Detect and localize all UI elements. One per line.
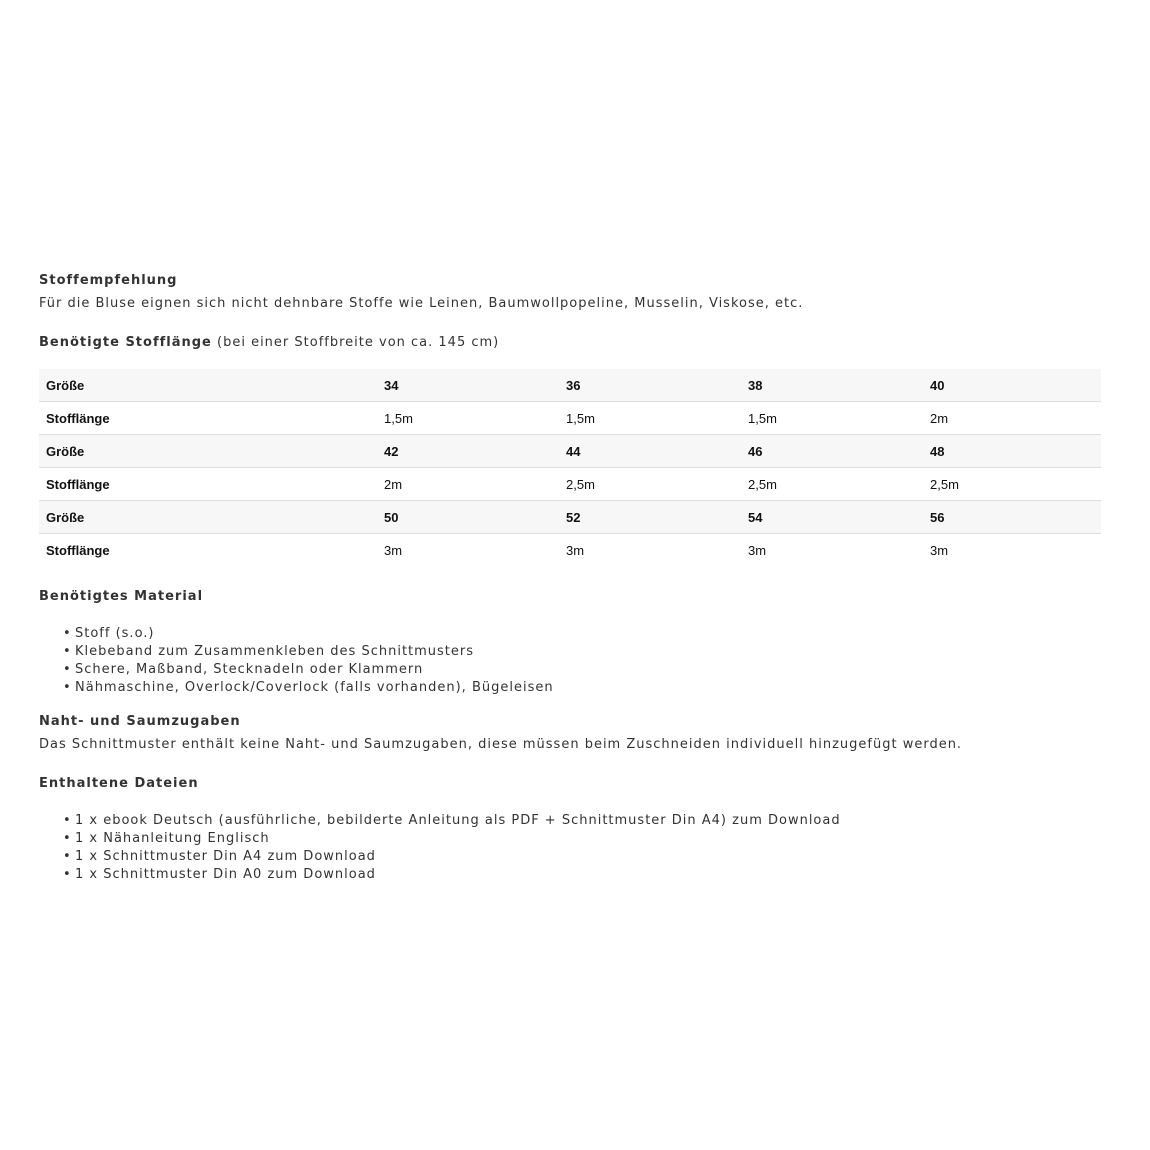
zugaben-heading: Naht- und Saumzugaben [39, 714, 241, 729]
table-row [39, 534, 1101, 567]
table-row [39, 402, 1101, 435]
stoffempfehlung-text: Für die Bluse eignen sich nicht dehnbare Stoffe wie Leinen, Baumwollpopeline, Musselin, Viskose, etc. [39, 296, 804, 311]
table-cell: 2,5m [923, 468, 1101, 501]
bullet-icon: • [63, 867, 72, 882]
product-description [39, 272, 1101, 884]
table-cell: 2m [923, 402, 1101, 435]
list-item-text: 1 x Nähanleitung Englisch [75, 831, 270, 846]
table-cell: 1,5m [559, 402, 741, 435]
bullet-icon: • [63, 662, 72, 677]
table-cell: 44 [559, 435, 741, 468]
row-label: Größe [39, 501, 377, 534]
bullet-icon: • [63, 644, 72, 659]
list-item-text: Nähmaschine, Overlock/Coverlock (falls vorhanden), Bügeleisen [75, 680, 554, 695]
table-cell: 38 [741, 369, 923, 402]
row-label: Größe [39, 435, 377, 468]
table-cell: 42 [377, 435, 559, 468]
table-cell: 36 [559, 369, 741, 402]
list-item [63, 866, 1101, 884]
list-item-text: 1 x Schnittmuster Din A4 zum Download [75, 849, 376, 864]
list-item-text: Klebeband zum Zusammenkleben des Schnittmusters [75, 644, 475, 659]
bullet-icon: • [63, 831, 72, 846]
list-item [63, 661, 1101, 679]
stofflaenge-heading: Benötigte Stofflänge [39, 335, 212, 350]
table-cell: 2,5m [741, 468, 923, 501]
bullet-icon: • [63, 626, 72, 641]
table-cell: 50 [377, 501, 559, 534]
size-table [39, 369, 1101, 566]
row-label: Größe [39, 369, 377, 402]
stofflaenge-note: (bei einer Stoffbreite von ca. 145 cm) [211, 335, 500, 350]
table-cell: 3m [384, 542, 403, 558]
stoffempfehlung-heading: Stoffempfehlung [39, 273, 178, 288]
table-cell: 34 [377, 369, 559, 402]
list-item [63, 625, 1101, 643]
table-row [39, 435, 1101, 468]
list-item [63, 848, 1101, 866]
list-item [63, 679, 1101, 697]
zugaben-text: Das Schnittmuster enthält keine Naht- und Saumzugaben, diese müssen beim Zuschneiden individuell hinzugefügt werden. [39, 737, 963, 752]
stofflaenge-line [39, 334, 1101, 352]
table-row [39, 369, 1101, 402]
list-item-text: Stoff (s.o.) [75, 626, 155, 641]
list-item [63, 830, 1101, 848]
table-row [39, 501, 1101, 534]
list-item [63, 812, 1101, 830]
table-cell: 40 [923, 369, 1101, 402]
list-item-text: Schere, Maßband, Stecknadeln oder Klammern [75, 662, 424, 677]
table-cell: 54 [741, 501, 923, 534]
zugaben-section [39, 713, 1101, 754]
table-cell: 48 [923, 435, 1101, 468]
dateien-section [39, 775, 1101, 884]
table-cell: 3m [748, 542, 767, 558]
table-cell: 3m [566, 542, 585, 558]
dateien-list [39, 812, 1101, 884]
list-item-text: 1 x ebook Deutsch (ausführliche, bebilderte Anleitung als PDF + Schnittmuster Din A4) zum Download [75, 813, 841, 828]
table-cell: 46 [741, 435, 923, 468]
table-row [39, 468, 1101, 501]
material-heading: Benötigtes Material [39, 589, 204, 604]
table-cell: 2,5m [559, 468, 741, 501]
table-cell: 1,5m [377, 402, 559, 435]
table-cell: 3m [930, 542, 949, 558]
table-cell: 52 [559, 501, 741, 534]
bullet-icon: • [63, 813, 72, 828]
material-section [39, 588, 1101, 697]
table-cell: 56 [923, 501, 1101, 534]
row-label: Stofflänge [39, 402, 377, 435]
bullet-icon: • [63, 849, 72, 864]
table-cell: 1,5m [741, 402, 923, 435]
row-label: Stofflänge [46, 542, 110, 558]
dateien-heading: Enthaltene Dateien [39, 776, 199, 791]
table-cell: 2m [377, 468, 559, 501]
bullet-icon: • [63, 680, 72, 695]
material-list [39, 625, 1101, 697]
list-item [63, 643, 1101, 661]
list-item-text: 1 x Schnittmuster Din A0 zum Download [75, 867, 376, 882]
row-label: Stofflänge [39, 468, 377, 501]
